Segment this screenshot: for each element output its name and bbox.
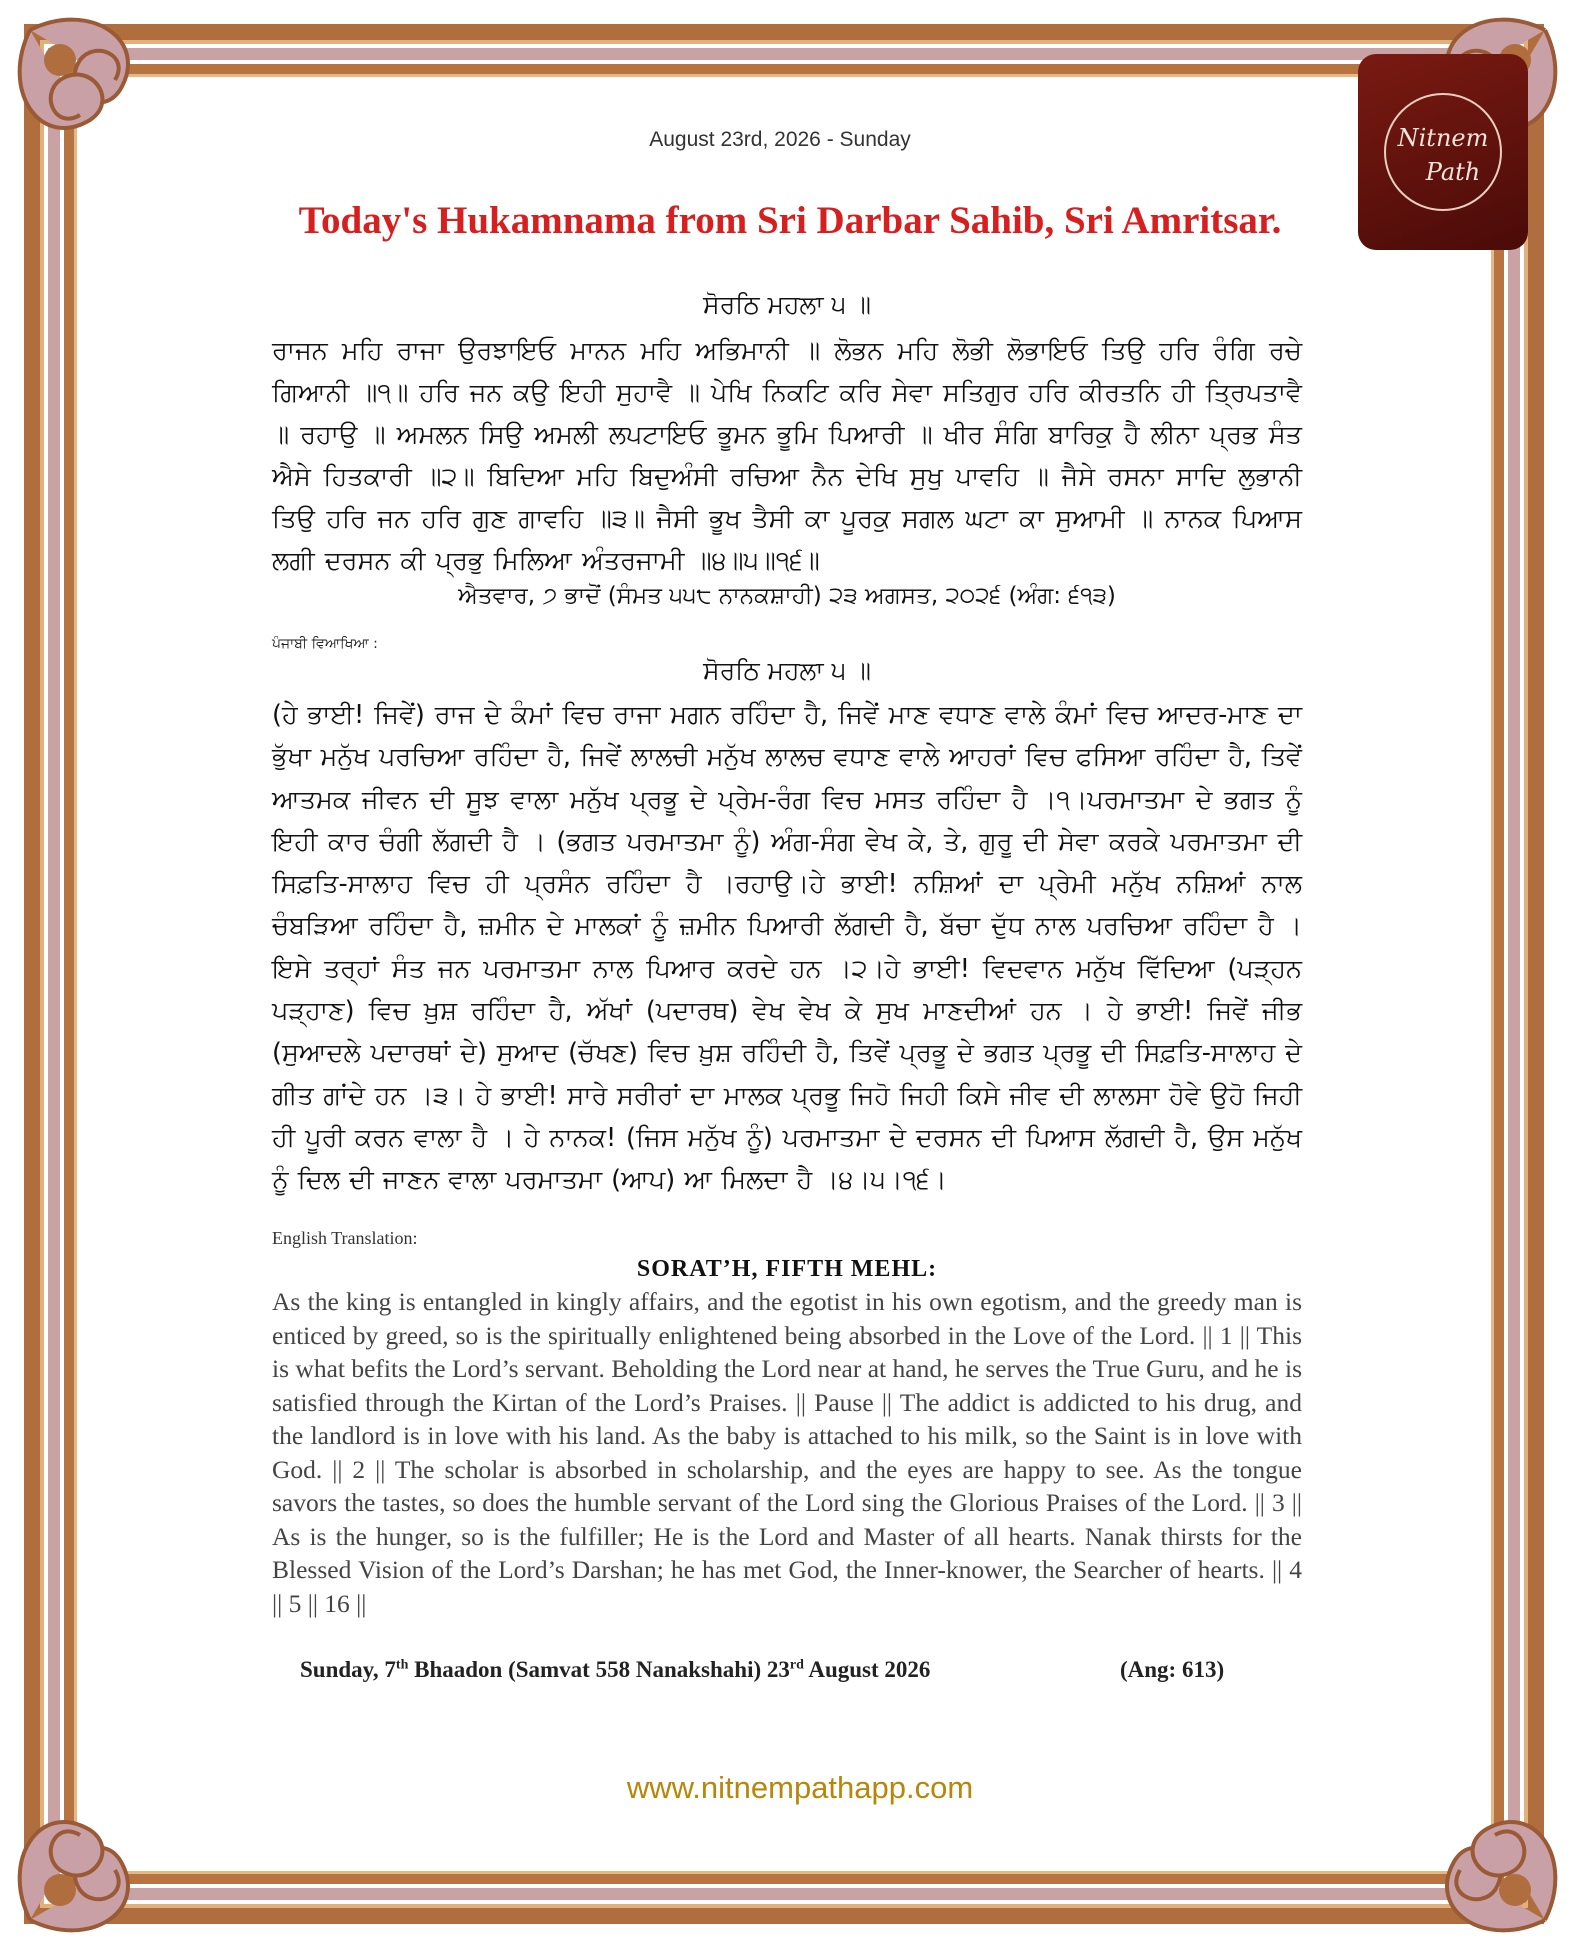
english-translation-text: As the king is entangled in kingly affairs, and the egotist in his own egotism, and the greedy man is enticed by greed, so is the spiritually enlightened being absorbed in the Love of the Lord. || 1 || This is what befits the Lord’s servant. Beholding the Lord near at hand, he serves the True Guru, and he is satisfied through the Kirtan of the Lord’s Praises. || Pause || The addict is addicted to his drug, and the landlord is in love with his land. As the baby is attached to his milk, so the Saint is in love with God. || 2 || The scholar is absorbed in scholarship, and the eyes are happy to see. As the tongue savors the tastes, so does the humble servant of the Lord sing the Glorious Praises of the Lord. || 3 || As is the hunger, so is the fulfiller; He is the Lord and Master of all hearts. Nanak thirsts for the Blessed Vision of the Lord’s Darshan; he has met God, the Inner-knower, the Searcher of hearts. || 4 || 5 || 16 || — [272, 1287, 1302, 1618]
corner-bow-ornament — [1345, 1720, 1575, 1950]
ang-number: (Ang: 613) — [1120, 1657, 1225, 1682]
english-date-sup: th — [395, 1657, 409, 1673]
logo-text-line1: Nitnem — [1397, 124, 1489, 152]
nitnem-path-logo — [1358, 54, 1528, 250]
english-date-sup: rd — [789, 1657, 804, 1673]
gurbani-date-line: ਐਤਵਾਰ, ੭ ਭਾਦੋਂ (ਸੰਮਤ ੫੫੮ ਨਾਨਕਸ਼ਾਹੀ) ੨੩ ਅਗਸਤ, ੨੦੨੬ (ਅੰਗ: ੬੧੩) — [458, 583, 1116, 609]
header-date: August 23rd, 2026 - Sunday — [649, 128, 911, 151]
website-link[interactable]: www.nitnempathapp.com — [626, 1770, 974, 1805]
page-title: Today's Hukamnama from Sri Darbar Sahib, Sri Amritsar. — [298, 199, 1282, 242]
english-heading: SORAT’H, FIFTH MEHL: — [636, 1256, 938, 1282]
gurbani-text: ਰਾਜਨ ਮਹਿ ਰਾਜਾ ਉਰਝਾਇਓ ਮਾਨਨ ਮਹਿ ਅਭਿਮਾਨੀ ॥ ਲੋਭਨ ਮਹਿ ਲੋਭੀ ਲੋਭਾਇਓ ਤਿਉ ਹਰਿ ਰੰਗਿ ਰਚੇ ਗਿਆਨੀ ॥੧॥ ਹਰਿ ਜਨ ਕਉ ਇਹੀ ਸੁਹਾਵੈ ॥ ਪੇਖਿ ਨਿਕਟਿ ਕਰਿ ਸੇਵਾ ਸਤਿਗੁਰ ਹਰਿ ਕੀਰਤਨਿ ਹੀ ਤ੍ਰਿਪਤਾਵੈ ॥ ਰਹਾਉ ॥ ਅਮਲਨ ਸਿਉ ਅਮਲੀ ਲਪਟਾਇਓ ਭੂਮਨ ਭੂਮਿ ਪਿਆਰੀ ॥ ਖੀਰ ਸੰਗਿ ਬਾਰਿਕੁ ਹੈ ਲੀਨਾ ਪ੍ਰਭ ਸੰਤ ਐਸੇ ਹਿਤਕਾਰੀ ॥੨॥ ਬਿਦਿਆ ਮਹਿ ਬਿਦੁਅੰਸੀ ਰਚਿਆ ਨੈਨ ਦੇਖਿ ਸੁਖੁ ਪਾਵਹਿ ॥ ਜੈਸੇ ਰਸਨਾ ਸਾਦਿ ਲੁਭਾਨੀ ਤਿਉ ਹਰਿ ਜਨ ਹਰਿ ਗੁਣ ਗਾਵਹਿ ॥੩॥ ਜੈਸੀ ਭੂਖ ਤੈਸੀ ਕਾ ਪੂਰਕੁ ਸਗਲ ਘਟਾ ਕਾ ਸੁਆਮੀ ॥ ਨਾਨਕ ਪਿਆਸ ਲਗੀ ਦਰਸਨ ਕੀ ਪ੍ਰਭੁ ਮਿਲਿਆ ਅੰਤਰਜਾਮੀ ॥੪॥੫॥੧੬॥ — [272, 336, 1302, 576]
english-translation-label: English Translation: — [272, 1228, 418, 1248]
english-date-part: Sunday, 7 — [300, 1657, 396, 1682]
corner-bow-ornament — [0, 1720, 230, 1950]
gurbani-heading: ਸੋਰਠਿ ਮਹਲਾ ੫ ॥ — [703, 290, 871, 319]
english-date-part: August 2026 — [803, 1657, 931, 1682]
punjabi-heading: ਸੋਰਠਿ ਮਹਲਾ ੫ ॥ — [703, 656, 871, 685]
english-date-line — [300, 1657, 1300, 1683]
corner-bow-ornament — [0, 0, 230, 230]
logo-script-mark — [1358, 54, 1528, 250]
punjabi-translation-label: ਪੰਜਾਬੀ ਵਿਆਖਿਆ : — [272, 636, 378, 652]
logo-text-line2: Path — [1425, 158, 1481, 186]
english-date-part: Bhaadon (Samvat 558 Nanakshahi) 23 — [408, 1657, 790, 1682]
punjabi-translation-text: (ਹੇ ਭਾਈ! ਜਿਵੇਂ) ਰਾਜ ਦੇ ਕੰਮਾਂ ਵਿਚ ਰਾਜਾ ਮਗਨ ਰਹਿੰਦਾ ਹੈ, ਜਿਵੇਂ ਮਾਣ ਵਧਾਣ ਵਾਲੇ ਕੰਮਾਂ ਵਿਚ ਆਦਰ-ਮਾਣ ਦਾ ਭੁੱਖਾ ਮਨੁੱਖ ਪਰਚਿਆ ਰਹਿੰਦਾ ਹੈ, ਜਿਵੇਂ ਲਾਲਚੀ ਮਨੁੱਖ ਲਾਲਚ ਵਧਾਣ ਵਾਲੇ ਆਹਰਾਂ ਵਿਚ ਫਸਿਆ ਰਹਿੰਦਾ ਹੈ, ਤਿਵੇਂ ਆਤਮਕ ਜੀਵਨ ਦੀ ਸੂਝ ਵਾਲਾ ਮਨੁੱਖ ਪ੍ਰਭੂ ਦੇ ਪ੍ਰੇਮ-ਰੰਗ ਵਿਚ ਮਸਤ ਰਹਿੰਦਾ ਹੈ ।੧।ਪਰਮਾਤਮਾ ਦੇ ਭਗਤ ਨੂੰ ਇਹੀ ਕਾਰ ਚੰਗੀ ਲੱਗਦੀ ਹੈ । (ਭਗਤ ਪਰਮਾਤਮਾ ਨੂੰ) ਅੰਗ-ਸੰਗ ਵੇਖ ਕੇ, ਤੇ, ਗੁਰੂ ਦੀ ਸੇਵਾ ਕਰਕੇ ਪਰਮਾਤਮਾ ਦੀ ਸਿਫ਼ਤਿ-ਸਾਲਾਹ ਵਿਚ ਹੀ ਪ੍ਰਸੰਨ ਰਹਿੰਦਾ ਹੈ ।ਰਹਾਉ।ਹੇ ਭਾਈ! ਨਸ਼ਿਆਂ ਦਾ ਪ੍ਰੇਮੀ ਮਨੁੱਖ ਨਸ਼ਿਆਂ ਨਾਲ ਚੰਬੜਿਆ ਰਹਿੰਦਾ ਹੈ, ਜ਼ਮੀਨ ਦੇ ਮਾਲਕਾਂ ਨੂੰ ਜ਼ਮੀਨ ਪਿਆਰੀ ਲੱਗਦੀ ਹੈ, ਬੱਚਾ ਦੁੱਧ ਨਾਲ ਪਰਚਿਆ ਰਹਿੰਦਾ ਹੈ । ਇਸੇ ਤਰ੍ਹਾਂ ਸੰਤ ਜਨ ਪਰਮਾਤਮਾ ਨਾਲ ਪਿਆਰ ਕਰਦੇ ਹਨ ।੨।ਹੇ ਭਾਈ! ਵਿਦਵਾਨ ਮਨੁੱਖ ਵਿੱਦਿਆ (ਪੜ੍ਹਨ ਪੜ੍ਹਾਣ) ਵਿਚ ਖ਼ੁਸ਼ ਰਹਿੰਦਾ ਹੈ, ਅੱਖਾਂ (ਪਦਾਰਥ) ਵੇਖ ਵੇਖ ਕੇ ਸੁਖ ਮਾਣਦੀਆਂ ਹਨ । ਹੇ ਭਾਈ! ਜਿਵੇਂ ਜੀਭ (ਸੁਆਦਲੇ ਪਦਾਰਥਾਂ ਦੇ) ਸੁਆਦ (ਚੱਖਣ) ਵਿਚ ਖ਼ੁਸ਼ ਰਹਿੰਦੀ ਹੈ, ਤਿਵੇਂ ਪ੍ਰਭੂ ਦੇ ਭਗਤ ਪ੍ਰਭੂ ਦੀ ਸਿਫ਼ਤਿ-ਸਾਲਾਹ ਦੇ ਗੀਤ ਗਾਂਦੇ ਹਨ ।੩। ਹੇ ਭਾਈ! ਸਾਰੇ ਸਰੀਰਾਂ ਦਾ ਮਾਲਕ ਪ੍ਰਭੂ ਜਿਹੋ ਜਿਹੀ ਕਿਸੇ ਜੀਵ ਦੀ ਲਾਲਸਾ ਹੋਵੇ ਉਹੋ ਜਿਹੀ ਹੀ ਪੂਰੀ ਕਰਨ ਵਾਲਾ ਹੈ । ਹੇ ਨਾਨਕ! (ਜਿਸ ਮਨੁੱਖ ਨੂੰ) ਪਰਮਾਤਮਾ ਦੇ ਦਰਸਨ ਦੀ ਪਿਆਸ ਲੱਗਦੀ ਹੈ, ਉਸ ਮਨੁੱਖ ਨੂੰ ਦਿਲ ਦੀ ਜਾਣਨ ਵਾਲਾ ਪਰਮਾਤਮਾ (ਆਪ) ਆ ਮਿਲਦਾ ਹੈ ।੪।੫।੧੬। — [272, 700, 1302, 1196]
